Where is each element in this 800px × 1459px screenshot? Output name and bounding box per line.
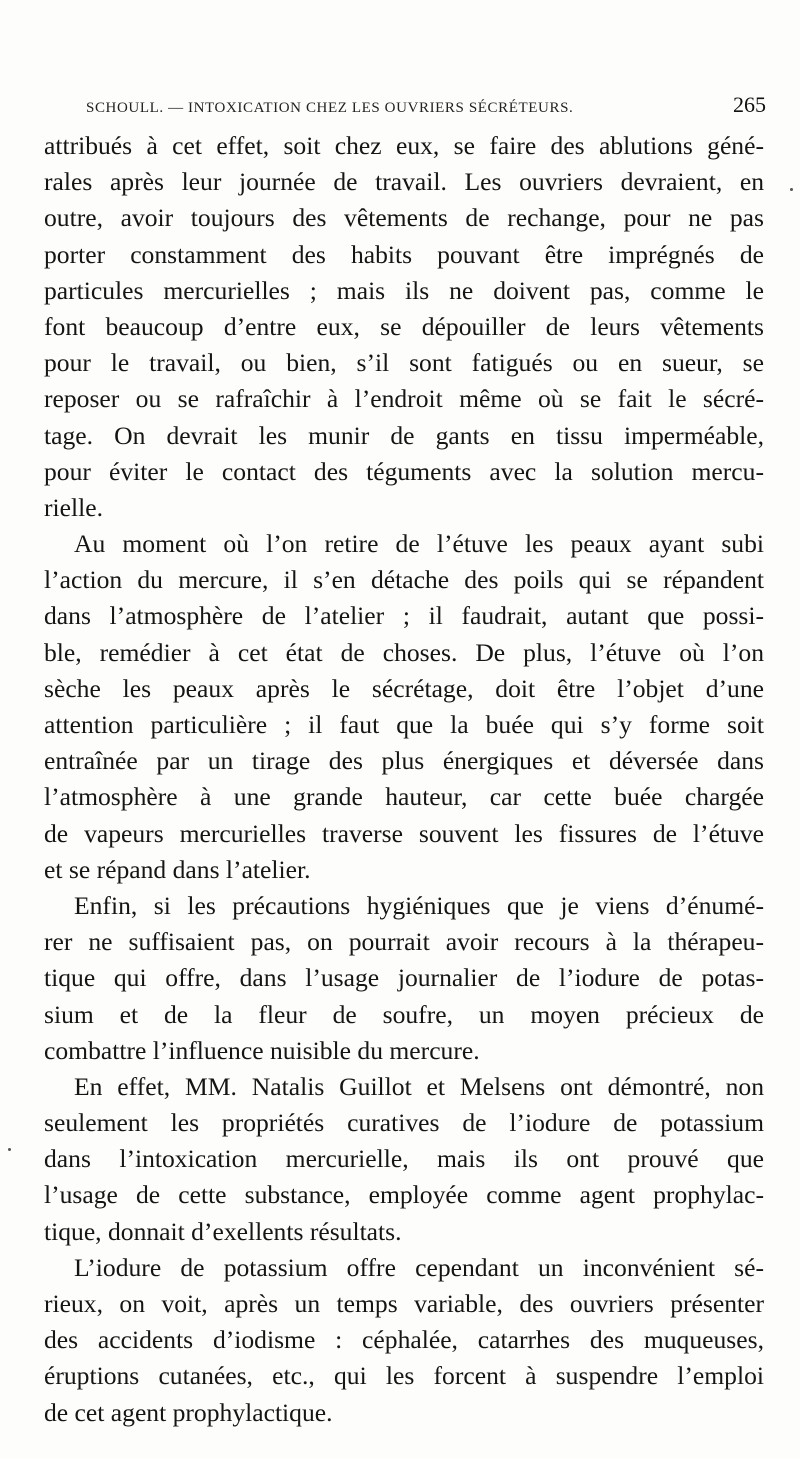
text-line: dans l’atmosphère de l’atelier ; il faudrait, autant que possi- — [44, 601, 764, 631]
text-line: dans l’intoxication mercurielle, mais ils ont prouvé que — [44, 1144, 764, 1174]
text-line: Enfin, si les précautions hygiéniques que je viens d’énumé- — [74, 890, 764, 920]
text-line: Au moment où l’on retire de l’étuve les peaux ayant subi — [74, 529, 764, 559]
text-line: tique, donnait d’exellents résultats. — [44, 1216, 402, 1246]
print-speck — [8, 1148, 11, 1151]
text-line: tique qui offre, dans l’usage journalier de l’iodure de potas- — [44, 963, 764, 993]
running-header — [86, 92, 766, 122]
text-line: l’action du mercure, il s’en détache des poils qui se répandent — [44, 565, 764, 595]
text-line: et se répand dans l’atelier. — [44, 854, 311, 884]
running-title: SCHOULL. — INTOXICATION CHEZ LES OUVRIERS SÉCRÉTEURS. — [86, 100, 574, 116]
text-line: L’iodure de potassium offre cependant un inconvénient sé- — [74, 1252, 764, 1282]
text-line: sèche les peaux après le sécrétage, doit être l’objet d’une — [44, 673, 764, 703]
text-line: font beaucoup d’entre eux, se dépouiller de leurs vêtements — [44, 311, 764, 341]
text-line: l’atmosphère à une grande hauteur, car cette buée chargée — [44, 782, 764, 812]
page-number: 265 — [733, 92, 766, 117]
text-line: ble, remédier à cet état de choses. De plus, l’étuve où l’on — [44, 637, 764, 667]
text-line: l’usage de cette substance, employée comme agent prophylac- — [44, 1180, 764, 1210]
text-line: entraînée par un tirage des plus énergiques et déversée dans — [44, 746, 764, 776]
text-line: porter constamment des habits pouvant être imprégnés de — [44, 239, 764, 269]
text-line: éruptions cutanées, etc., qui les forcent à suspendre l’emploi — [44, 1361, 764, 1391]
text-line: attribués à cet effet, soit chez eux, se faire des ablutions géné- — [44, 131, 764, 160]
text-line: des accidents d’iodisme : céphalée, catarrhes des muqueuses, — [44, 1325, 764, 1355]
print-speck — [790, 188, 793, 191]
text-line: combattre l’influence nuisible du mercure. — [44, 1035, 480, 1065]
text-line: attention particulière ; il faut que la buée qui s’y forme soit — [44, 710, 764, 739]
text-line: de vapeurs mercurielles traverse souvent les fissures de l’étuve — [44, 818, 764, 848]
text-line: seulement les propriétés curatives de l’iodure de potassium — [44, 1108, 764, 1138]
text-line: rielle. — [44, 492, 103, 522]
text-line: tage. On devrait les munir de gants en tissu imperméable, — [44, 420, 764, 450]
text-line: rales après leur journée de travail. Les ouvriers devraient, en — [44, 167, 764, 197]
text-line: particules mercurielles ; mais ils ne doivent pas, comme le — [44, 275, 764, 305]
text-line: reposer ou se rafraîchir à l’endroit même où se fait le sécré- — [44, 384, 764, 414]
text-line: pour le travail, ou bien, s’il sont fatigués ou en sueur, se — [44, 348, 764, 378]
text-line: sium et de la fleur de soufre, un moyen précieux de — [44, 999, 764, 1029]
text-line: rer ne suffisaient pas, on pourrait avoir recours à la thérapeu- — [44, 927, 764, 957]
text-line: outre, avoir toujours des vêtements de rechange, pour ne pas — [44, 203, 764, 233]
text-line: rieux, on voit, après un temps variable, des ouvriers présenter — [44, 1289, 764, 1318]
body-text — [44, 128, 764, 1431]
text-line: de cet agent prophylactique. — [44, 1397, 333, 1427]
text-line: pour éviter le contact des téguments avec la solution mercu- — [44, 456, 764, 486]
text-line: En effet, MM. Natalis Guillot et Melsens ont démontré, non — [74, 1071, 764, 1101]
